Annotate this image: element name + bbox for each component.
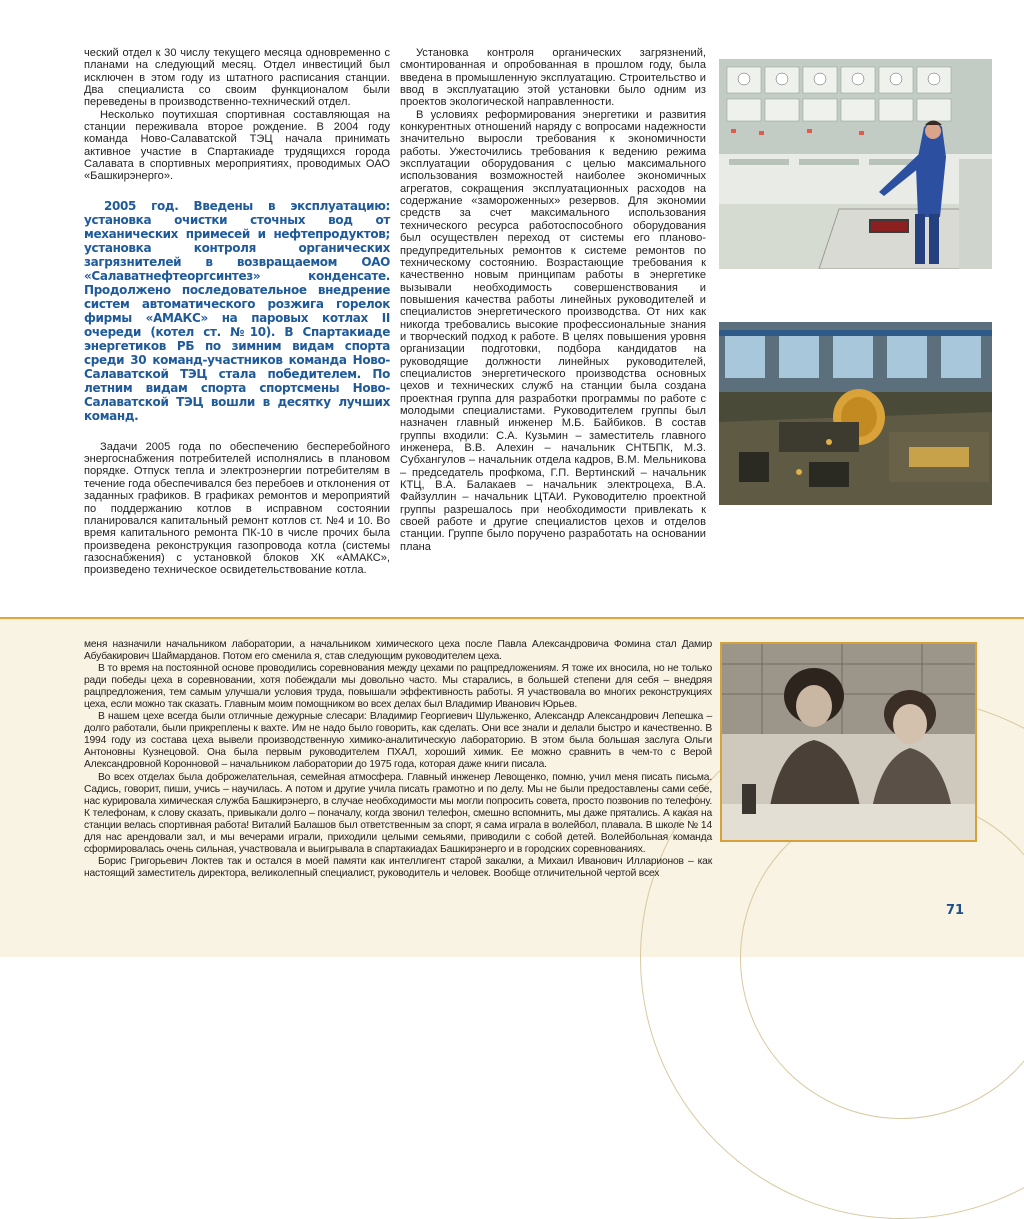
middle-paragraph-2: В условиях реформирования энергетики и развития конкурентных отношений наряду с вопросами надежности значительно выросли требования к экономичности работы. Ужесточились требования к ведению режима эксплуатации оборудования с целью максимального использования возможностей наиболее экономичных агрегатов, сокращения эксплуатационных расходов на содержание «замороженных» резервов. Для экономии средств за счет максимального использования технического ресурса работоспособного оборудования был осуществлен переход от системы его планово-предупредительных ремонтов к системе ремонтов по техническому состоянию. Возрастающие требования к качественно новым принципам работы в энергетике вызывали необходимость совершенствования и повышения качества работы линейных руководителей и специалистов энергетического производства. От них как никогда требовались высокие профессиональные знания и творческий подход к работе. В целях повышения уровня организации подготовки, подбора кандидатов на руководящие должности линейных руководителей, специалистов энергетического производства основных цехов и технических служб на станции была создана проектная группа для разработки программы по работе с молодыми специалистами. Руководителем группы был назначен главный инженер М.Б. Байбиков. В состав группы входили: С.А. Кузьмин – заместитель главного инженера, В.В. Алехин – начальник СНТБПК, М.З. Субхангулов – начальник отдела кадров, В.М. Мельникова – председатель профкома, Г.П. Вертинский – начальник КТЦ, В.А. Балакаев – начальник электроцеха, В.А. Файзуллин – начальник ЦТАИ. Руководителю проектной группы разрешалось при необходимости привлекать к своей работе и другие специалистов цехов и отделов станции. Группе было поручено разработать на основании плана bbox=[400, 108, 706, 553]
turbine-hall-photo bbox=[719, 322, 992, 505]
memoir-paragraph-5: Борис Григорьевич Локтев так и остался в моей памяти как интеллигент старой закалки, а Михаил Иванович Илларионов – как настоящий заместитель директора, великолепный специалист, руководитель и человек. Вообще отличительной чертой всех bbox=[84, 855, 712, 879]
control-room-photo bbox=[719, 59, 992, 269]
memoir-paragraph-1: меня назначили начальником лаборатории, а начальником химического цеха после Павла Александровича Фомина стал Дамир Абубакирович Шаймарданов. Потом его сменила я, став следующим руководителем цеха. bbox=[84, 639, 712, 663]
page-number: 71 bbox=[946, 903, 965, 918]
memoir-paragraph-2: В то время на постоянной основе проводились соревнования между цехами по рацпредложениям. Я тоже их вносила, но не только ради победы цеха в соревновании, хотя побеждали мы довольно часто. Мы старались, в большей степени для себя – внедряя рацпредложения, тем самым улучшали условия труда, повышали эффективность работы. Я участвовала во многих реконструкциях цеха, если можно так сказать. Главным моим помощником во всех делах был Владимир Иванович Юрьев. bbox=[84, 663, 712, 711]
left-paragraph-2: Несколько поутихшая спортивная составляющая на станции переживала второе рождение. В 2004 году команда Ново-Салаватской ТЭЦ начала принимать активное участие в Спартакиаде трудящихся города Салавата в спортивных мероприятиях, проводимых ОАО «Башкирэнерго». bbox=[84, 108, 390, 183]
band-top-divider bbox=[0, 617, 1024, 619]
left-text-column bbox=[84, 47, 390, 577]
left-paragraph-3: Задачи 2005 года по обеспечению бесперебойного энергоснабжения потребителей исполнялись в плановом порядке. Отпуск тепла и электроэнергии потребителям в течение года обеспечивался без перебоев и отклонения от заданных графиков. В графиках ремонтов и мероприятий по поддержанию котлов в исправном состоянии планировался капитальный ремонт котлов ст. №4 и 10. Во время капитального ремонта ПК-10 в числе прочих была произведена реконструкция газопровода котла (системы газоснабжения) с установкой блоков ХК «АМАКС», произведено техническое освидетельствование котла. bbox=[84, 440, 390, 577]
year-2005-highlight: 2005 год. Введены в эксплуатацию: установка очистки сточных вод от механических примесей и нефтепродуктов; установка контроля органических загрязнителей в возвращаемом ОАО «Салаватнефтеоргсинтез» конденсате. Продолжено последовательное внедрение систем автоматического розжига горелок фирмы «АМАКС» на паровых котлах II очереди (котел ст. №10). В Спартакиаде энергетиков РБ по зимним видам спорта среди 30 команд-участников команда Ново-Салаватской ТЭЦ стала победителем. По летним видам спорта спортсмены Ново-Салаватской ТЭЦ вошли в десятку лучших команд. bbox=[84, 198, 390, 423]
middle-paragraph-1: Установка контроля органических загрязнений, смонтированная и опробованная в прошлом году, была введена в промышленную эксплуатацию. Строительство и ввод в эксплуатацию этой установки было одним из проектов экологической направленности. bbox=[400, 47, 706, 109]
memoir-paragraph-4: Во всех отделах была доброжелательная, семейная атмосфера. Главный инженер Левощенко, помню, учил меня писать письма. Садись, говорит, пиши, учись – научилась. А потом и другие учила писать грамотно и по делу. Мы не были предоставлены сами себе, нас курировала химическая служба Башкирэнерго, в случае необходимости мы могли попросить совета, просто позвонив по телефону. К телефонам, к слову сказать, привыкали долго – поначалу, когда звонил телефон, смешно вспомнить, мы даже прятались. А какая на станции велась спортивная работа! Виталий Балашов был ответственным за спорт, я сама играла в волейбол, плавала. В школе № 14 для нас арендовали зал, и мы вечерами играли, приходили целыми семьями, приводили с собой детей. Волейбольная команда сформировалась очень сильная, участвовала и выигрывала в спартакиадах Башкирэнерго и в городских соревнованиях. bbox=[84, 771, 712, 855]
left-paragraph-1: ческий отдел к 30 числу текущего месяца одновременно с планами на следующий месяц. Отдел инвестиций был исключен в этом году из штатного расписания станции. Два специалиста со своим функционалом были переведены в производственно-технический отдел. bbox=[84, 47, 390, 109]
two-women-photo bbox=[720, 642, 977, 842]
middle-text-column bbox=[400, 47, 706, 553]
memoir-paragraph-3: В нашем цехе всегда были отличные дежурные слесари: Владимир Георгиевич Шульженко, Александр Александрович Лепешка – долго работали, были прикреплены к вахте. Им не надо было говорить, как сделать. Они все знали и делали быстро и качественно. В 1994 году из состава цеха вывели производственную химико-аналитическую лабораторию. В этом была большая заслуга Ольги Антоновны Кузнецовой. Она была первым руководителем ПХАЛ, хороший химик. Ее можно сравнить в чем-то с Верой Александровной Коронновой – начальником лаборатории до 1975 года, которая даже книги писала. bbox=[84, 711, 712, 771]
memoir-text bbox=[84, 639, 712, 880]
